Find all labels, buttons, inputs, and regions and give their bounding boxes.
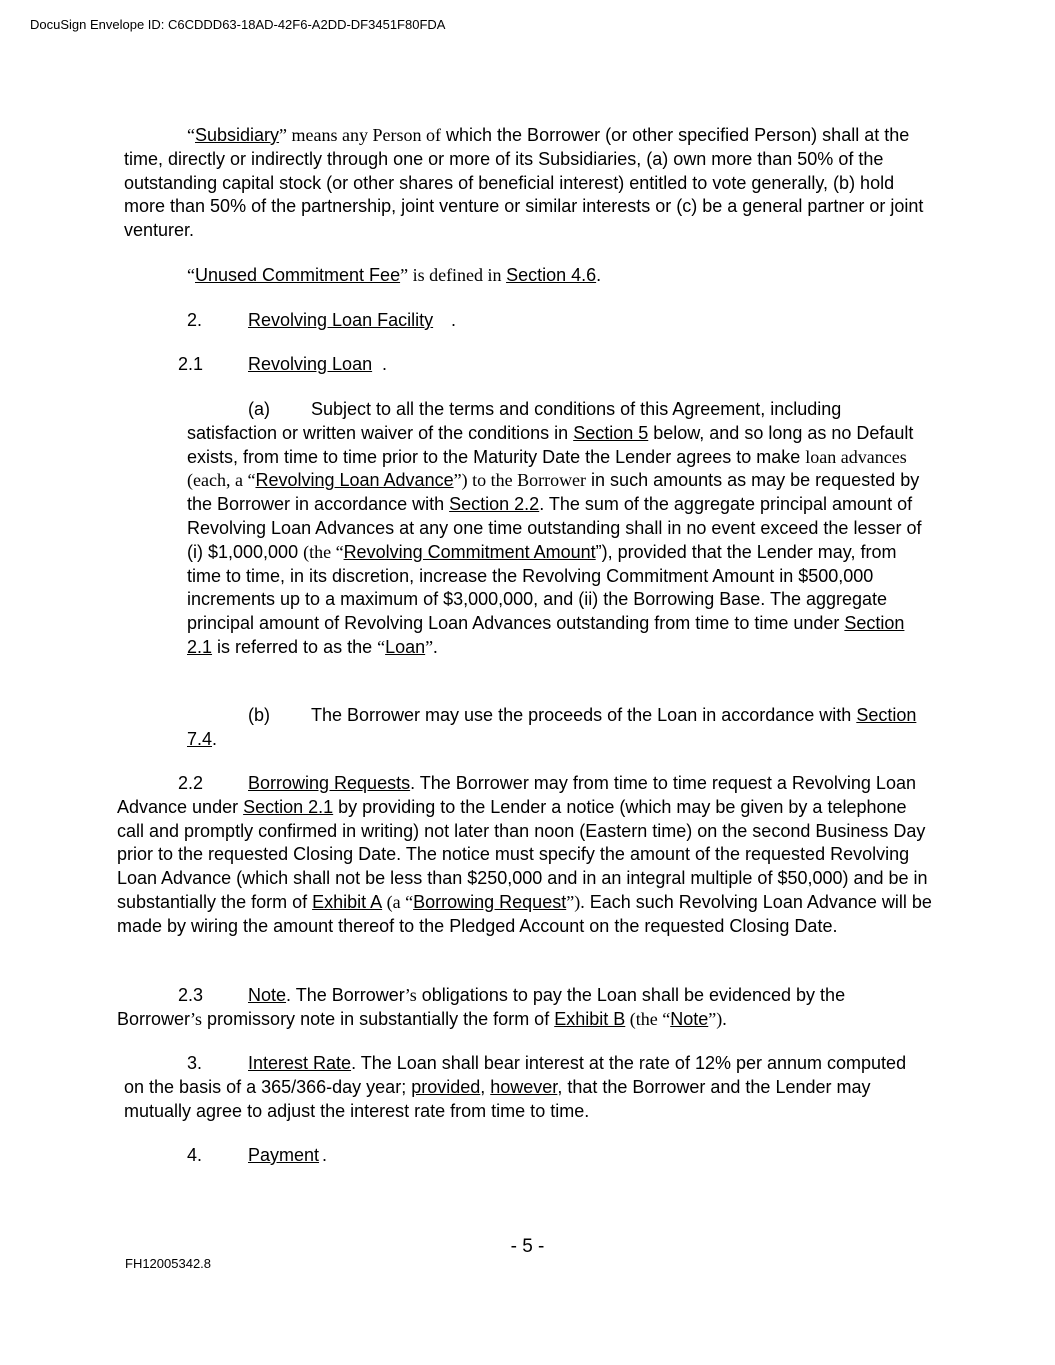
section-2-1-b: (b) The Borrower may use the proceeds of the Loan in accordance with Section 7.4. (187, 705, 917, 749)
exhibit-ref: Exhibit B (554, 1008, 626, 1029)
section-ref: Section 4.6 (506, 265, 597, 285)
section-4-heading: 4. Payment . (187, 1145, 328, 1165)
definition-subsidiary: “Subsidiary” means any Person of which the Borrower (or other specified Person) shall at the time, directly or indirectly through one or more of its Subsidiaries, (a) own more than 50% of the outstanding capital stock (or other shares of beneficial interest) entitled to vote generally, (b) hold more than 50% of the partnership, joint venture or similar interests or (c) be a general partner or joint venturer. (124, 125, 924, 241)
docusign-envelope-id: DocuSign Envelope ID: C6CDDD63-18AD-42F6-A2DD-DF3451F80FDA (30, 17, 446, 32)
section-ref: Section 2.2 (449, 494, 540, 515)
section-ref: Section 7.4 (187, 705, 917, 749)
heading-interest-rate: Interest Rate (248, 1053, 352, 1073)
term-note: Note (670, 1008, 709, 1029)
section-2-3: 2.3 Note. The Borrower’s obligations to pay the Loan shall be evidenced by the Borrower’s promissory note in substantially the form of Exhibit B (the “Note”). (117, 985, 846, 1029)
definition-unused-commitment-fee: “Unused Commitment Fee” is defined in Section 4.6. (187, 265, 602, 285)
term-revolving-commitment-amount: Revolving Commitment Amount (343, 541, 596, 562)
section-2-1-a: (a) Subject to all the terms and conditions of this Agreement, including satisfaction or written waiver of the conditions in Section 5 below, and so long as no Default exists, from time to time prior to the Maturity Date the Lender agrees to make loan advances (each, a “Revolving Loan Advance”) to the Borrower in such amounts as may be requested by the Borrower in accordance with Section 2.2. The sum of the aggregate principal amount of Revolving Loan Advances at any one time outstanding shall in no event exceed the lesser of (i) $1,000,000 (the “Revolving Commitment Amount”), provided that the Lender may, from time to time, in its discretion, increase the Revolving Commitment Amount in $500,000 increments up to a maximum of $3,000,000, and (ii) the Borrowing Base. The aggregate principal amount of Revolving Loan Advances outstanding from time to time under Section 2.1 is referred to as the “Loan”. (187, 399, 922, 657)
section-2-1-heading: 2.1 Revolving Loan . (178, 354, 388, 374)
term-subsidiary: Subsidiary (195, 125, 280, 145)
section-2-heading: 2. Revolving Loan Facility . (187, 310, 457, 330)
exhibit-ref: Exhibit A (312, 891, 383, 912)
section-ref: Section 5 (573, 422, 649, 443)
section-2-2: 2.2 Borrowing Requests. The Borrower may from time to time request a Revolving Loan Advance under Section 2.1 by providing to the Lender a notice (which may be given by a telephone call and promptly confirmed in writing) not later than noon (Eastern time) on the second Business Day prior to the requested Closing Date. The notice must specify the amount of the requested Revolving Loan Advance (which shall not be less than $250,000 and in an integral multiple of $50,000) and be in substantially the form of Exhibit A (a “Borrowing Request”). Each such Revolving Loan Advance will be made by wiring the amount thereof to the Pledged Account on the requested Closing Date. (117, 773, 932, 936)
page-number: - 5 - (510, 1236, 545, 1257)
section-ref: Section 2.1 (187, 613, 905, 657)
document-id: FH12005342.8 (125, 1256, 212, 1271)
term-unused-commitment-fee: Unused Commitment Fee (195, 265, 401, 285)
term-revolving-loan-advance: Revolving Loan Advance (255, 470, 454, 491)
term-borrowing-request: Borrowing Request (413, 891, 567, 912)
section-ref: Section 2.1 (243, 796, 334, 817)
heading-borrowing-requests: Borrowing Requests (248, 773, 411, 793)
section-3: 3. Interest Rate. The Loan shall bear interest at the rate of 12% per annum computed on the basis of a 365/366-day year; provided, however, that the Borrower and the Lender may mutually agree to adjust the interest rate from time to time. (124, 1053, 907, 1121)
heading-note: Note (248, 985, 287, 1005)
term-loan: Loan (385, 636, 426, 657)
